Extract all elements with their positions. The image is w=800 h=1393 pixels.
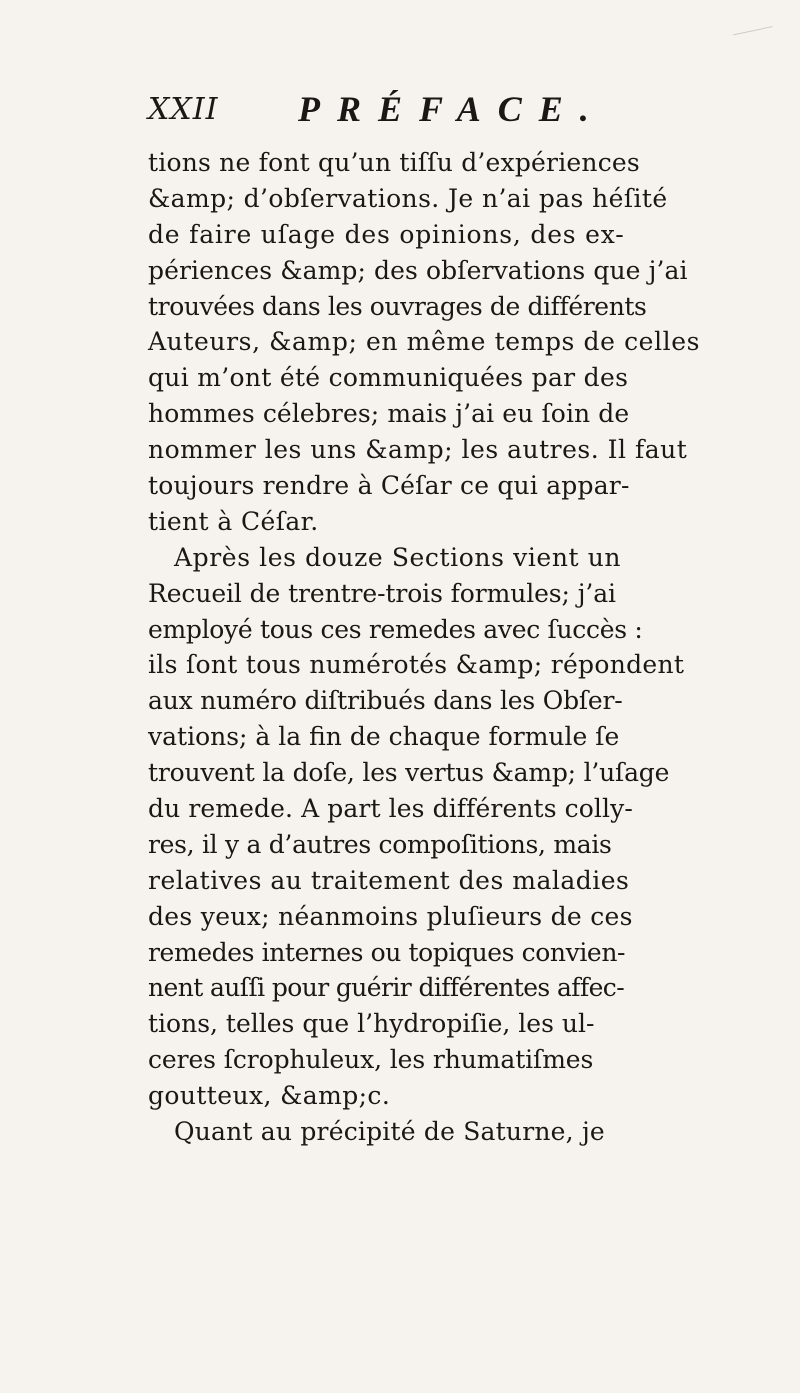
text-line: Recueil de trentre-trois formules; j’ai xyxy=(148,578,616,608)
text-line: Après les douze Sections vient un xyxy=(174,542,622,572)
text-line: de faire uſage des opinions, des ex- xyxy=(148,219,625,249)
text-line: périences &amp; des obſervations que j’ai xyxy=(148,255,688,285)
text-line: tions ne font qu’un tiſſu d’expériences xyxy=(148,148,640,177)
page-number: XXII xyxy=(148,92,219,127)
running-title: PRÉFACE. xyxy=(298,89,606,129)
text-line: trouvées dans les ouvrages de différents xyxy=(148,291,647,321)
text-line: employé tous ces remedes avec ſuccès : xyxy=(148,614,643,644)
text-line: vations; à la fin de chaque formule ſe xyxy=(148,722,620,752)
text-line: Quant au précipité de Saturne, je xyxy=(174,1117,605,1147)
text-line: relatives au traitement des maladies xyxy=(148,865,630,895)
text-line: du remede. A part les différents colly- xyxy=(148,794,633,824)
text-line: qui m’ont été communiquées par des xyxy=(148,363,629,393)
text-line: res, il y a d’autres compoſitions, mais xyxy=(148,829,612,859)
text-line: trouvent la doſe, les vertus &amp; l’uſage xyxy=(148,758,670,788)
text-line: ceres ſcrophuleux, les rhumatiſmes xyxy=(148,1045,594,1075)
text-line: tions, telles que l’hydropiſie, les ul- xyxy=(148,1009,595,1039)
text-line: remedes internes ou topiques convien- xyxy=(148,937,626,967)
paper-mark xyxy=(733,26,776,55)
text-line: ils ſont tous numérotés &amp; répondent xyxy=(148,650,685,680)
text-line: nommer les uns &amp; les autres. Il faut xyxy=(148,435,688,465)
text-line: tient à Céſar. xyxy=(148,506,319,536)
text-line: &amp; d’obſervations. Je n’ai pas héſité xyxy=(148,183,668,213)
text-line: toujours rendre à Céſar ce qui appar- xyxy=(148,471,630,501)
text-line: goutteux, &amp;c. xyxy=(148,1081,391,1111)
text-line: Auteurs, &amp; en même temps de celles xyxy=(148,327,701,357)
text-line: des yeux; néanmoins pluſieurs de ces xyxy=(148,901,633,931)
text-line: aux numéro diſtribués dans les Obſer- xyxy=(148,686,623,716)
text-line: hommes célebres; mais j’ai eu ſoin de xyxy=(148,399,630,429)
text-line: nent auſſi pour guérir différentes affec- xyxy=(148,973,625,1003)
page-header xyxy=(148,88,768,138)
body-text xyxy=(148,145,788,1150)
